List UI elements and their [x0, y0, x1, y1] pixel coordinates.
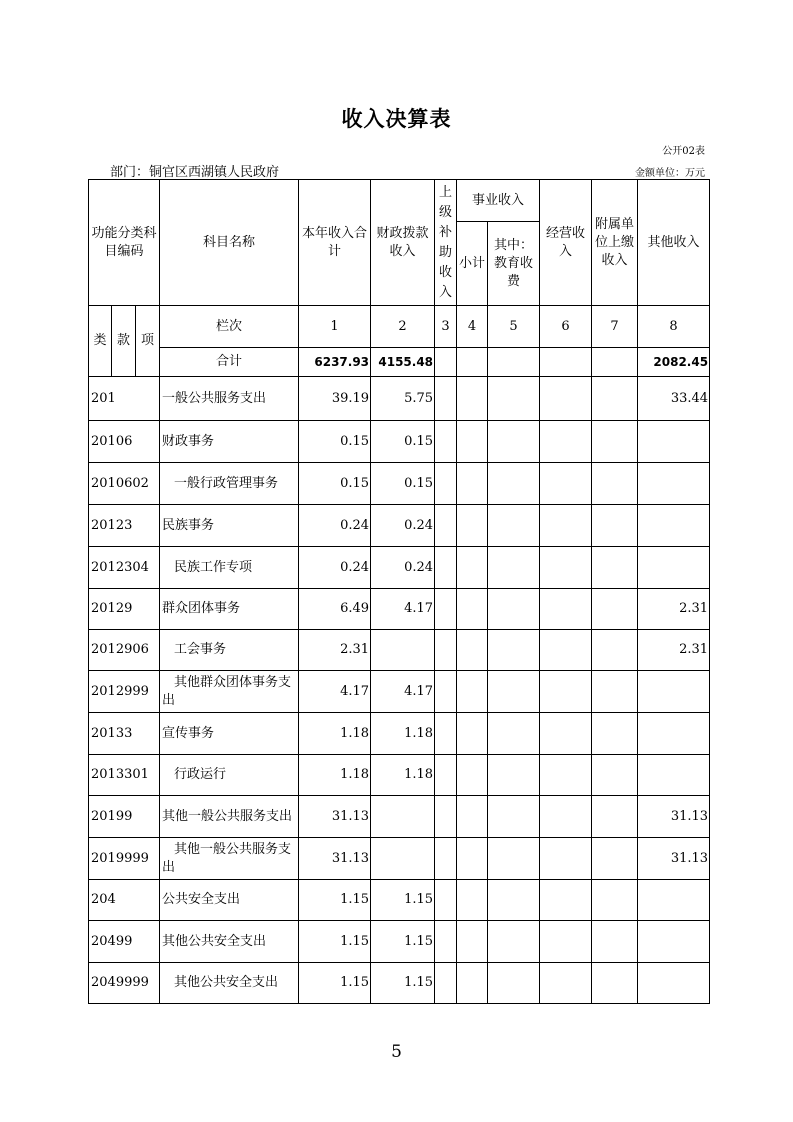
- row-affiliated: [592, 547, 638, 589]
- row-name-text: 其他一般公共服务支出: [162, 841, 292, 875]
- row-superior: [435, 630, 457, 671]
- row-fiscal: 0.15: [371, 463, 435, 505]
- total-fiscal: 4155.48: [371, 348, 435, 377]
- row-name-text: 民族工作专项: [174, 559, 253, 575]
- row-operating: [540, 630, 592, 671]
- row-affiliated: [592, 713, 638, 755]
- row-subtotal: [457, 505, 488, 547]
- row-operating: [540, 838, 592, 880]
- row-fiscal: [371, 838, 435, 880]
- row-superior: [435, 838, 457, 880]
- table-row: [89, 796, 710, 838]
- row-name: [160, 463, 299, 505]
- row-total: 0.24: [299, 547, 371, 589]
- row-other: 33.44: [638, 377, 710, 421]
- header-affiliated: 附属单位上缴收入: [592, 180, 638, 306]
- row-name-text: 一般行政管理事务: [174, 475, 279, 491]
- row-name: 财政事务: [160, 421, 299, 463]
- row-code: 20133: [89, 713, 160, 755]
- table-row: [89, 421, 710, 463]
- row-affiliated: [592, 589, 638, 630]
- col-index: 1: [299, 306, 371, 348]
- header-lei: 类: [89, 306, 112, 377]
- row-operating: [540, 755, 592, 796]
- department-label: 部门：铜官区西湖镇人民政府: [110, 165, 280, 180]
- row-code: 20129: [89, 589, 160, 630]
- row-subtotal: [457, 963, 488, 1004]
- row-subtotal: [457, 463, 488, 505]
- row-education: [488, 963, 540, 1004]
- table-row: [89, 671, 710, 713]
- row-code: 2012304: [89, 547, 160, 589]
- table-row: [89, 377, 710, 421]
- col-index: 4: [457, 306, 488, 348]
- row-code: 20106: [89, 421, 160, 463]
- row-superior: [435, 963, 457, 1004]
- total-total: 6237.93: [299, 348, 371, 377]
- col-index: 5: [488, 306, 540, 348]
- row-other: 2.31: [638, 589, 710, 630]
- header-kuan: 款: [112, 306, 136, 377]
- row-fiscal: 1.15: [371, 921, 435, 963]
- row-superior: [435, 755, 457, 796]
- row-name: [160, 838, 299, 880]
- row-affiliated: [592, 377, 638, 421]
- col-index: 2: [371, 306, 435, 348]
- header-superior: 上级补助收入: [435, 180, 457, 306]
- row-subtotal: [457, 880, 488, 921]
- row-code: 2049999: [89, 963, 160, 1004]
- total-label: 合计: [160, 348, 299, 377]
- row-total: 1.15: [299, 921, 371, 963]
- row-other: [638, 880, 710, 921]
- row-education: [488, 713, 540, 755]
- row-total: 39.19: [299, 377, 371, 421]
- row-total: 1.15: [299, 963, 371, 1004]
- row-fiscal: 4.17: [371, 671, 435, 713]
- header-subtotal: 小计: [457, 222, 488, 306]
- row-code: 2013301: [89, 755, 160, 796]
- row-subtotal: [457, 796, 488, 838]
- row-other: 2.31: [638, 630, 710, 671]
- row-fiscal: 1.18: [371, 713, 435, 755]
- row-superior: [435, 505, 457, 547]
- row-superior: [435, 921, 457, 963]
- row-operating: [540, 880, 592, 921]
- row-education: [488, 838, 540, 880]
- table-row: [89, 921, 710, 963]
- row-name: [160, 630, 299, 671]
- row-fiscal: [371, 796, 435, 838]
- row-name: 一般公共服务支出: [160, 377, 299, 421]
- income-table: [88, 179, 710, 1004]
- row-superior: [435, 377, 457, 421]
- total-row: [89, 348, 710, 377]
- row-superior: [435, 880, 457, 921]
- row-operating: [540, 377, 592, 421]
- header-business: 事业收入: [457, 180, 540, 222]
- header-total: 本年收入合计: [299, 180, 371, 306]
- row-other: [638, 421, 710, 463]
- header-operating: 经营收入: [540, 180, 592, 306]
- row-affiliated: [592, 796, 638, 838]
- row-subtotal: [457, 921, 488, 963]
- row-affiliated: [592, 838, 638, 880]
- row-subtotal: [457, 630, 488, 671]
- row-education: [488, 463, 540, 505]
- row-fiscal: 0.24: [371, 505, 435, 547]
- row-other: [638, 463, 710, 505]
- row-name: 其他一般公共服务支出: [160, 796, 299, 838]
- row-education: [488, 671, 540, 713]
- row-fiscal: [371, 630, 435, 671]
- row-operating: [540, 463, 592, 505]
- row-name: 群众团体事务: [160, 589, 299, 630]
- row-affiliated: [592, 421, 638, 463]
- header-code: 功能分类科目编码: [89, 180, 160, 306]
- row-fiscal: 0.15: [371, 421, 435, 463]
- table-row: [89, 547, 710, 589]
- table-row: [89, 713, 710, 755]
- row-education: [488, 630, 540, 671]
- row-fiscal: 4.17: [371, 589, 435, 630]
- row-subtotal: [457, 377, 488, 421]
- row-subtotal: [457, 589, 488, 630]
- row-superior: [435, 713, 457, 755]
- row-total: 1.15: [299, 880, 371, 921]
- row-total: 31.13: [299, 838, 371, 880]
- table-row: [89, 880, 710, 921]
- row-superior: [435, 589, 457, 630]
- header-xiang: 项: [136, 306, 160, 377]
- table-row: [89, 963, 710, 1004]
- row-operating: [540, 671, 592, 713]
- row-other: [638, 713, 710, 755]
- row-subtotal: [457, 547, 488, 589]
- table-row: [89, 755, 710, 796]
- row-total: 0.15: [299, 463, 371, 505]
- table-row: [89, 838, 710, 880]
- table-row: [89, 463, 710, 505]
- row-other: 31.13: [638, 796, 710, 838]
- col-index: 6: [540, 306, 592, 348]
- row-education: [488, 880, 540, 921]
- row-other: [638, 921, 710, 963]
- row-code: 20199: [89, 796, 160, 838]
- row-operating: [540, 796, 592, 838]
- row-total: 31.13: [299, 796, 371, 838]
- row-education: [488, 547, 540, 589]
- row-education: [488, 755, 540, 796]
- row-other: [638, 505, 710, 547]
- col-index: 7: [592, 306, 638, 348]
- row-affiliated: [592, 880, 638, 921]
- row-name-text: 其他群众团体事务支出: [162, 674, 292, 708]
- row-total: 6.49: [299, 589, 371, 630]
- header-fiscal: 财政拨款收入: [371, 180, 435, 306]
- row-name-text: 其他公共安全支出: [174, 975, 279, 990]
- row-operating: [540, 963, 592, 1004]
- row-code: 204: [89, 880, 160, 921]
- row-affiliated: [592, 630, 638, 671]
- row-subtotal: [457, 755, 488, 796]
- row-code: 2019999: [89, 838, 160, 880]
- row-operating: [540, 505, 592, 547]
- row-superior: [435, 671, 457, 713]
- col-index: 8: [638, 306, 710, 348]
- row-total: 1.18: [299, 713, 371, 755]
- row-affiliated: [592, 755, 638, 796]
- row-name-text: 行政运行: [174, 767, 227, 782]
- row-operating: [540, 921, 592, 963]
- row-fiscal: 5.75: [371, 377, 435, 421]
- row-code: 2012906: [89, 630, 160, 671]
- col-index: 3: [435, 306, 457, 348]
- row-fiscal: 1.18: [371, 755, 435, 796]
- row-superior: [435, 421, 457, 463]
- row-other: [638, 963, 710, 1004]
- row-name: [160, 547, 299, 589]
- row-total: 4.17: [299, 671, 371, 713]
- row-other: [638, 755, 710, 796]
- row-code: 201: [89, 377, 160, 421]
- row-subtotal: [457, 838, 488, 880]
- row-code: 2010602: [89, 463, 160, 505]
- header-lanci: 栏次: [160, 306, 299, 348]
- row-code: 20499: [89, 921, 160, 963]
- row-superior: [435, 463, 457, 505]
- page-number: 5: [391, 1042, 402, 1062]
- row-education: [488, 589, 540, 630]
- header-education: 其中：教育收费: [488, 222, 540, 306]
- row-fiscal: 0.24: [371, 547, 435, 589]
- row-name: 宣传事务: [160, 713, 299, 755]
- unit-label: 金额单位：万元: [635, 168, 705, 179]
- form-number: 公开02表: [662, 146, 705, 157]
- row-operating: [540, 547, 592, 589]
- row-code: 20123: [89, 505, 160, 547]
- row-name-text: 工会事务: [174, 642, 227, 657]
- row-subtotal: [457, 421, 488, 463]
- page-title: 收入决算表: [341, 107, 452, 131]
- row-total: 0.15: [299, 421, 371, 463]
- row-affiliated: [592, 463, 638, 505]
- row-other: 31.13: [638, 838, 710, 880]
- row-affiliated: [592, 505, 638, 547]
- row-code: 2012999: [89, 671, 160, 713]
- row-subtotal: [457, 713, 488, 755]
- row-name: [160, 755, 299, 796]
- row-affiliated: [592, 921, 638, 963]
- row-name: 其他公共安全支出: [160, 921, 299, 963]
- row-affiliated: [592, 963, 638, 1004]
- row-education: [488, 505, 540, 547]
- row-superior: [435, 547, 457, 589]
- row-operating: [540, 421, 592, 463]
- table-row: [89, 505, 710, 547]
- row-education: [488, 921, 540, 963]
- row-subtotal: [457, 671, 488, 713]
- row-other: [638, 671, 710, 713]
- row-education: [488, 421, 540, 463]
- table-row: [89, 589, 710, 630]
- row-operating: [540, 589, 592, 630]
- header-name: 科目名称: [160, 180, 299, 306]
- row-education: [488, 377, 540, 421]
- row-education: [488, 796, 540, 838]
- row-name: [160, 671, 299, 713]
- table-row: [89, 630, 710, 671]
- row-total: 0.24: [299, 505, 371, 547]
- row-operating: [540, 713, 592, 755]
- row-total: 2.31: [299, 630, 371, 671]
- total-other: 2082.45: [638, 348, 710, 377]
- row-fiscal: 1.15: [371, 963, 435, 1004]
- row-other: [638, 547, 710, 589]
- row-name: 民族事务: [160, 505, 299, 547]
- row-affiliated: [592, 671, 638, 713]
- row-name: [160, 963, 299, 1004]
- row-fiscal: 1.15: [371, 880, 435, 921]
- row-total: 1.18: [299, 755, 371, 796]
- header-other: 其他收入: [638, 180, 710, 306]
- row-superior: [435, 796, 457, 838]
- row-name: 公共安全支出: [160, 880, 299, 921]
